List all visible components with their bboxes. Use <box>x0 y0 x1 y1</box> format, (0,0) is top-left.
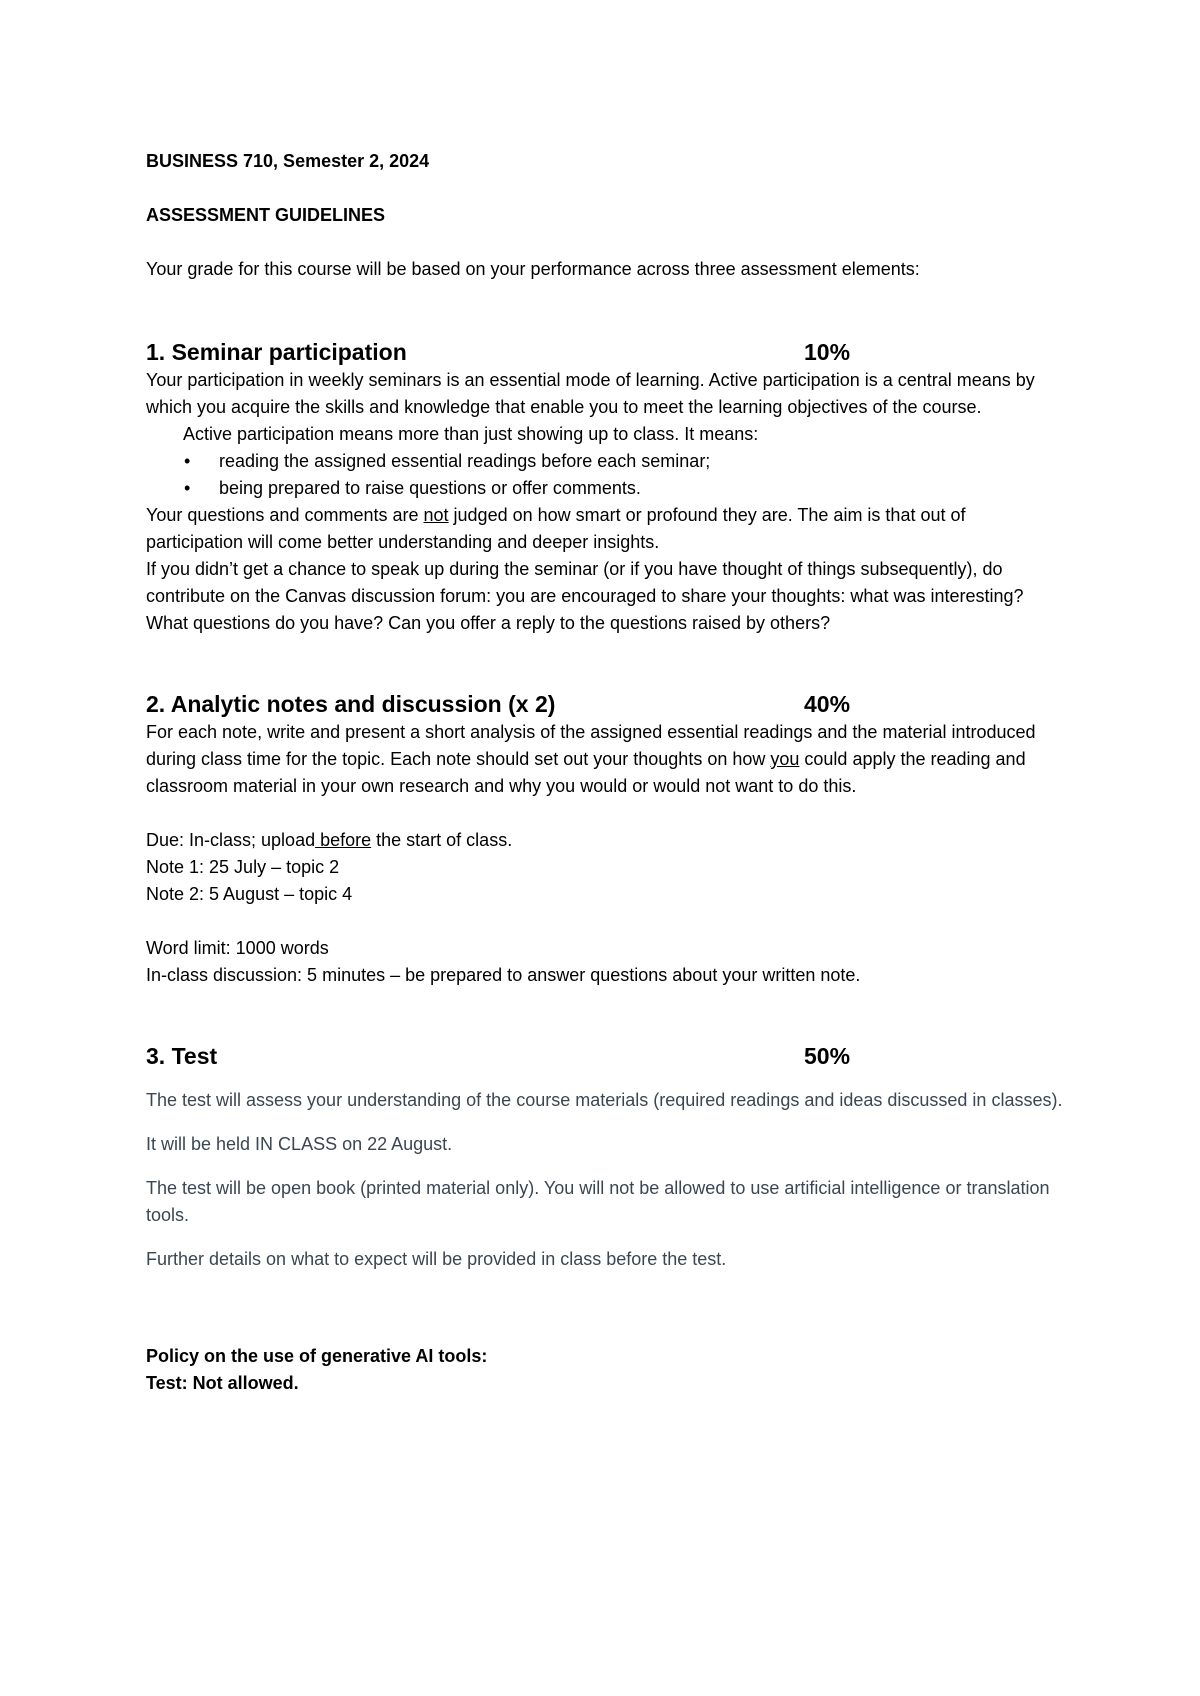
document-page <box>146 148 1066 1397</box>
bullet-icon: • <box>184 478 191 498</box>
section-3-para-4: Further details on what to expect will be provided in class before the test. <box>146 1249 727 1269</box>
section-2-para <box>146 719 1066 800</box>
note-2-line: Note 2: 5 August – topic 4 <box>146 884 353 904</box>
bullet-icon: • <box>184 451 191 471</box>
section-3-heading <box>146 1041 1066 1071</box>
policy-heading: Policy on the use of generative AI tools: <box>146 1346 488 1366</box>
section-1-weight: 10% <box>804 339 851 365</box>
intro-text: Your grade for this course will be based on your performance across three assessment elements: <box>146 259 920 279</box>
note-1-line: Note 1: 25 July – topic 2 <box>146 857 340 877</box>
discussion-line: In-class discussion: 5 minutes – be prepared to answer questions about your written note. <box>146 965 861 985</box>
section-1-bullet-list <box>146 448 1066 502</box>
section-1-para-1: Your participation in weekly seminars is an essential mode of learning. Active participation is a central means by which you acquire the skills and knowledge that enable you to meet the learning objectives of the course. <box>146 370 1035 417</box>
due-line <box>146 827 1066 854</box>
underlined-text: you <box>770 749 800 769</box>
word-limit-line: Word limit: 1000 words <box>146 938 329 958</box>
section-3-para-1: The test will assess your understanding of the course materials (required readings and ideas discussed in classes). <box>146 1090 1063 1110</box>
text-span: For each note, write and present a short analysis of the assigned essential readings and the material introduced during class time for the topic. Each note should set out your thoughts on how <box>146 722 1036 769</box>
policy-test: Test: Not allowed. <box>146 1373 299 1393</box>
section-3-para-2: It will be held IN CLASS on 22 August. <box>146 1134 453 1154</box>
list-item <box>146 448 1066 475</box>
list-item-text: being prepared to raise questions or offer comments. <box>219 478 641 498</box>
section-1-heading <box>146 337 1066 367</box>
underlined-text: not <box>423 505 449 525</box>
course-title: BUSINESS 710, Semester 2, 2024 <box>146 151 430 171</box>
text-span: Due: In-class; upload <box>146 830 316 850</box>
section-3-para-3: The test will be open book (printed material only). You will not be allowed to use artificial intelligence or translation tools. <box>146 1178 1050 1225</box>
page-title: ASSESSMENT GUIDELINES <box>146 205 386 225</box>
text-span: judged on how smart or profound they are. The aim is that out of participation will come better understanding and deeper insights. <box>146 505 966 552</box>
section-2-weight: 40% <box>804 691 851 717</box>
section-2-heading <box>146 689 1066 719</box>
section-1-para-2 <box>146 502 1066 556</box>
section-1-title: 1. Seminar participation <box>146 339 407 365</box>
section-1-active-intro: Active participation means more than just showing up to class. It means: <box>183 424 759 444</box>
section-3-weight: 50% <box>804 1043 851 1069</box>
underlined-text: before <box>315 830 372 850</box>
text-span: could apply the reading and classroom material in your own research and why you would or would not want to do this. <box>146 749 1026 796</box>
list-item <box>146 475 1066 502</box>
section-2-title: 2. Analytic notes and discussion (x 2) <box>146 691 556 717</box>
list-item-text: reading the assigned essential readings before each seminar; <box>219 451 711 471</box>
text-span: Your questions and comments are <box>146 505 424 525</box>
section-1-para-3: If you didn’t get a chance to speak up during the seminar (or if you have thought of things subsequently), do contribute on the Canvas discussion forum: you are encouraged to share your thoughts: what was interesting? What questions do you have? Can you offer a reply to the questions raised by others? <box>146 559 1024 633</box>
section-3-title: 3. Test <box>146 1043 218 1069</box>
text-span: the start of class. <box>371 830 513 850</box>
